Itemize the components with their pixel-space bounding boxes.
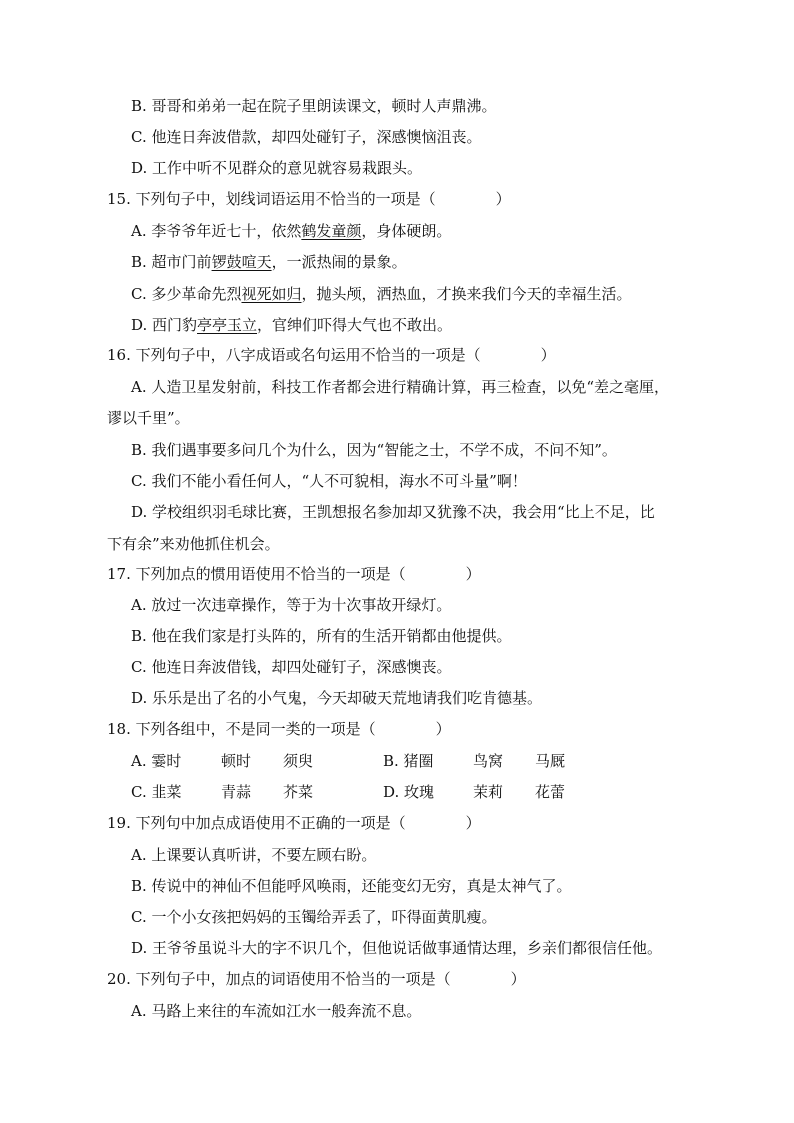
q18-r1-c3: 须臾: [283, 752, 314, 770]
q15-option-d: [131, 315, 452, 335]
q18-row-1: [131, 751, 565, 771]
q15-a-underlined: 鹤发童颜: [301, 222, 362, 240]
q19-option-c: C. 一个小女孩把妈妈的玉镯给弄丢了，吓得面黄肌瘦。: [131, 908, 497, 926]
q15-option-a: [131, 221, 451, 241]
q15-b-post: ，一派热闹的景象。: [271, 253, 407, 271]
q18-r1-c1: A. 霎时: [131, 752, 182, 770]
q15-c-underlined: 视死如归: [241, 285, 302, 303]
q14-option-c: C. 他连日奔波借款，却四处碰钉子，深感懊恼沮丧。: [131, 128, 482, 146]
q16-stem: 16. 下列句子中，八字成语或名句运用不恰当的一项是（ ）: [107, 346, 556, 364]
q20-stem: 20. 下列句子中，加点的词语使用不恰当的一项是（ ）: [107, 970, 526, 988]
q14-option-b: B. 哥哥和弟弟一起在院子里朗读课文，顿时人声鼎沸。: [131, 97, 497, 115]
q18-row-2: [131, 782, 565, 802]
q19-option-b: B. 传说中的神仙不但能呼风唤雨，还能变幻无穷，真是太神气了。: [131, 877, 572, 895]
q17-option-b: B. 他在我们家是打头阵的，所有的生活开销都由他提供。: [131, 627, 512, 645]
q18-r1-c4: B. 猪圈: [383, 752, 434, 770]
q20-option-a: A. 马路上来往的车流如江水一般奔流不息。: [131, 1002, 422, 1020]
q15-option-b: [131, 252, 407, 272]
q18-stem: 18. 下列各组中，不是同一类的一项是（ ）: [107, 720, 451, 738]
q18-r1-c2: 顿时: [221, 752, 252, 770]
q18-r2-c3: 芥菜: [283, 783, 314, 801]
q19-stem: 19. 下列句中加点成语使用不正确的一项是（ ）: [107, 814, 481, 832]
q16-option-a-line2: 谬以千里”。: [107, 409, 190, 427]
q15-option-c: [131, 284, 632, 304]
q15-a-pre: A. 李爷爷年近七十，依然: [131, 222, 302, 240]
q17-option-c: C. 他连日奔波借钱，却四处碰钉子，深感懊丧。: [131, 658, 452, 676]
q19-option-d: D. 王爷爷虽说斗大的字不识几个，但他说话做事通情达理，乡亲们都很信任他。: [131, 939, 663, 957]
q15-b-underlined: 锣鼓喧天: [211, 253, 272, 271]
q16-option-b: B. 我们遇事要多问几个为什么，因为“智能之士，不学不成，不问不知”。: [131, 441, 617, 459]
q16-option-d-line2: 下有余”来劝他抓住机会。: [107, 535, 280, 553]
q18-r2-c1: C. 韭菜: [131, 783, 182, 801]
q19-option-a: A. 上课要认真听讲，不要左顾右盼。: [131, 846, 377, 864]
q17-option-d: D. 乐乐是出了名的小气鬼，今天却破天荒地请我们吃肯德基。: [131, 689, 543, 707]
q16-option-a-line1: A. 人造卫星发射前，科技工作者都会进行精确计算，再三检查，以免“差之毫厘，: [131, 378, 670, 396]
q15-c-pre: C. 多少革命先烈: [131, 285, 242, 303]
q18-r2-c2: 青蒜: [221, 783, 252, 801]
q15-a-post: ，身体硬朗。: [361, 222, 452, 240]
q15-d-underlined: 亭亭玉立: [197, 316, 258, 334]
q15-stem: 15. 下列句子中，划线词语运用不恰当的一项是（ ）: [107, 190, 511, 208]
q15-d-pre: D. 西门豹: [131, 316, 198, 334]
q18-r2-c5: 茉莉: [473, 783, 504, 801]
q14-option-d: D. 工作中听不见群众的意见就容易栽跟头。: [131, 159, 423, 177]
q18-r1-c6: 马厩: [535, 752, 566, 770]
q18-r2-c4: D. 玫瑰: [383, 783, 435, 801]
q15-c-post: ，抛头颅，洒热血，才换来我们今天的幸福生活。: [301, 285, 632, 303]
q15-b-pre: B. 超市门前: [131, 253, 212, 271]
q17-option-a: A. 放过一次违章操作，等于为十次事故开绿灯。: [131, 596, 452, 614]
q16-option-c: C. 我们不能小看任何人，“人不可貌相，海水不可斗量”啊！: [131, 472, 527, 490]
q15-d-post: ，官绅们吓得大气也不敢出。: [257, 316, 453, 334]
q17-stem: 17. 下列加点的惯用语使用不恰当的一项是（ ）: [107, 565, 481, 583]
q16-option-d-line1: D. 学校组织羽毛球比赛，王凯想报名参加却又犹豫不决，我会用“比上不足，比: [131, 503, 655, 521]
q18-r1-c5: 鸟窝: [473, 752, 504, 770]
q18-r2-c6: 花蕾: [535, 783, 566, 801]
